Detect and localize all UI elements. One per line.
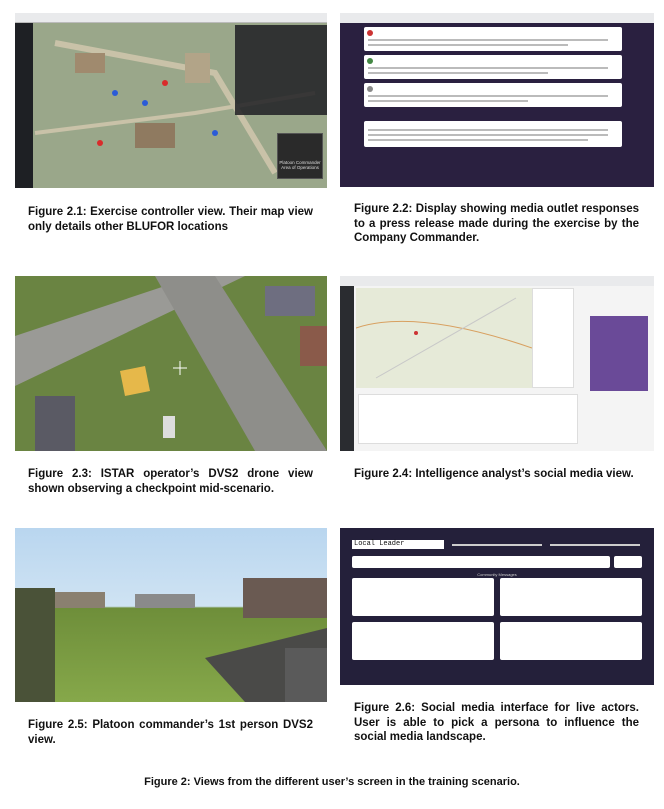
app-sidebar: [340, 286, 354, 451]
message-card: [352, 578, 494, 616]
map-sidebar: [15, 23, 33, 188]
browser-bar: [340, 13, 654, 23]
message-card: [500, 578, 642, 616]
message-card: [352, 622, 494, 660]
caption-2-4: Figure 2.4: Intelligence analyst’s social media view.: [354, 468, 634, 480]
figure-2-2-image: [340, 13, 654, 187]
legend-text: Platoon Commander Area of Operations: [279, 160, 321, 170]
intel-map: [356, 288, 532, 388]
section-label: Community Messages: [477, 572, 517, 577]
figure-2-4-image: [340, 276, 654, 451]
details-panel: [532, 288, 574, 388]
browser-bar: [15, 13, 327, 23]
map-control-panel: [235, 25, 327, 115]
slider-1[interactable]: [452, 544, 542, 546]
social-feed-panel: [590, 316, 648, 391]
drone-view: [15, 276, 327, 451]
media-post: [364, 27, 622, 51]
caption-2-3: Figure 2.3: ISTAR operator’s DVS2 drone view shown observing a checkpoint mid-scenario.: [28, 468, 313, 495]
caption-2-2: Figure 2.2: Display showing media outlet responses to a press release made during the exercise by the Company Commander.: [354, 203, 639, 244]
media-post: [364, 83, 622, 107]
press-release: [364, 121, 622, 147]
caption-2-6: Figure 2.6: Social media interface for live actors. User is able to pick a persona to influence the social media landscape.: [354, 702, 639, 743]
persona-select[interactable]: Local Leader: [352, 540, 444, 549]
figure-2-6-image: [340, 528, 654, 685]
media-post: [364, 55, 622, 79]
slider-2[interactable]: [550, 544, 640, 546]
map-legend: [277, 133, 323, 179]
browser-bar: [340, 276, 654, 286]
main-figure-caption: Figure 2: Views from the different user’s screen in the training scenario.: [144, 776, 520, 788]
message-input[interactable]: [352, 556, 610, 568]
figure-2-1-image: [15, 13, 327, 188]
figure-2-3-image: [15, 276, 327, 451]
send-button[interactable]: [614, 556, 642, 568]
first-person-view: [15, 528, 327, 702]
caption-2-5: Figure 2.5: Platoon commander’s 1st person DVS2 view.: [28, 719, 313, 746]
figure-2-5-image: [15, 528, 327, 702]
data-table: [358, 394, 578, 444]
caption-2-1: Figure 2.1: Exercise controller view. Their map view only details other BLUFOR locations: [28, 206, 313, 233]
message-card: [500, 622, 642, 660]
